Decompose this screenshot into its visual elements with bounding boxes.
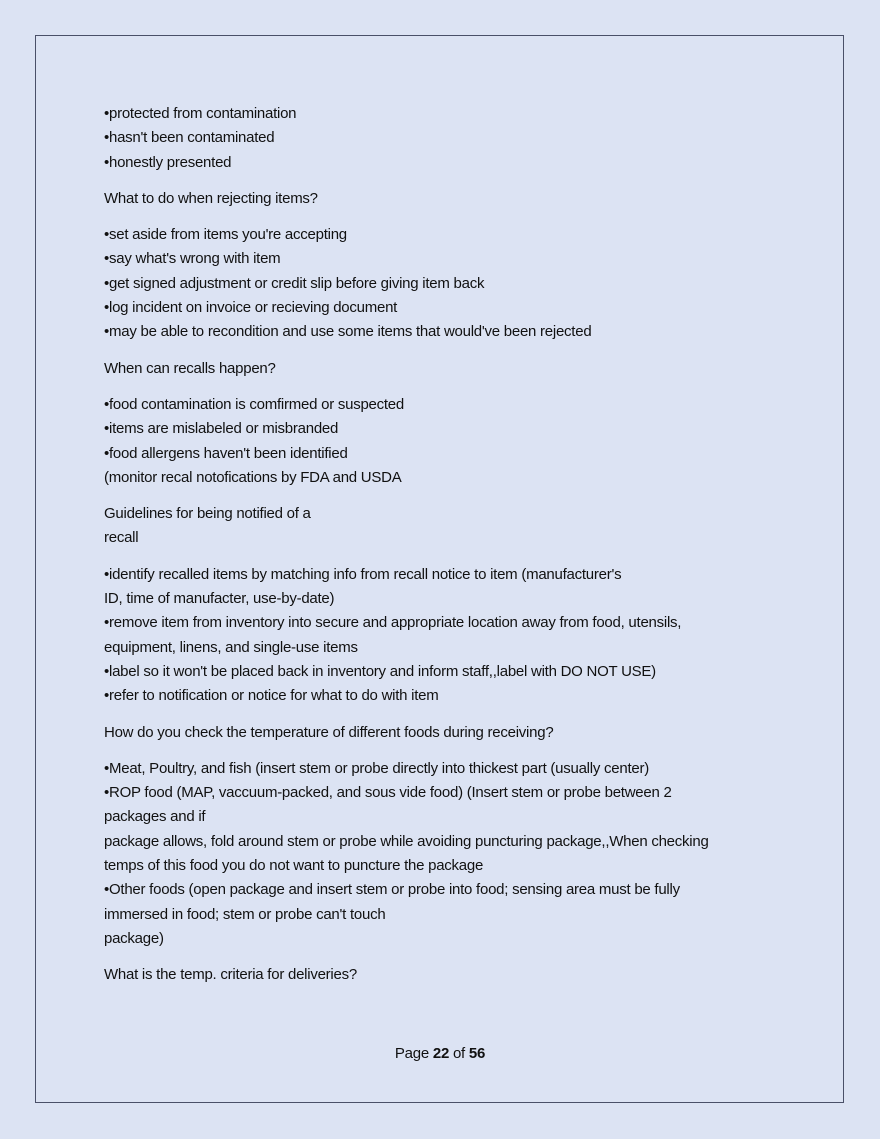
- text-line: When can recalls happen?: [104, 359, 276, 377]
- text-line: •refer to notification or notice for what to do with item: [104, 687, 439, 705]
- text-line: •remove item from inventory into secure and appropriate location away from food, utensils,: [104, 614, 682, 632]
- text-line: •say what's wrong with item: [104, 250, 281, 268]
- text-line: (monitor recal notofications by FDA and USDA: [104, 468, 402, 486]
- text-line: •label so it won't be placed back in inventory and inform staff,,label with DO NOT USE): [104, 662, 656, 680]
- page-footer: [0, 1045, 880, 1062]
- text-line: ID, time of manufacter, use-by-date): [104, 590, 335, 608]
- text-line: •protected from contamination: [104, 105, 297, 122]
- text-line: What to do when rejecting items?: [104, 189, 318, 207]
- page-of-label: of: [449, 1045, 469, 1062]
- text-line: •honestly presented: [104, 153, 232, 171]
- text-line: •hasn't been contaminated: [104, 129, 275, 147]
- question-heading: [104, 187, 784, 211]
- text-line: What is the temp. criteria for deliveries?: [104, 966, 357, 984]
- current-page-number: 22: [432, 1045, 450, 1062]
- text-line: Guidelines for being notified of a: [104, 505, 311, 523]
- text-line: •food contamination is comfirmed or suspected: [104, 395, 404, 413]
- total-pages-number: 56: [468, 1045, 486, 1062]
- question-heading: [104, 502, 784, 551]
- bullet-list: [104, 757, 784, 951]
- question-heading: [104, 357, 784, 381]
- text-line: •items are mislabeled or misbranded: [104, 420, 339, 438]
- bullet-list: [104, 223, 784, 344]
- bullet-list: [104, 102, 784, 175]
- text-line: package): [104, 929, 164, 947]
- text-line: package allows, fold around stem or probe while avoiding puncturing package,,When checking: [104, 832, 709, 850]
- text-line: immersed in food; stem or probe can't touch: [104, 905, 386, 923]
- text-line: packages and if: [104, 808, 206, 826]
- text-line: •may be able to recondition and use some items that would've been rejected: [104, 323, 592, 341]
- text-line: •get signed adjustment or credit slip before giving item back: [104, 274, 485, 292]
- page-content: [104, 102, 784, 1000]
- text-line: recall: [104, 529, 139, 547]
- text-line: •ROP food (MAP, vaccuum-packed, and sous vide food) (Insert stem or probe between 2: [104, 784, 672, 802]
- bullet-list: [104, 563, 784, 709]
- text-line: •Meat, Poultry, and fish (insert stem or probe directly into thickest part (usually center): [104, 759, 649, 777]
- page-label: Page: [394, 1045, 433, 1062]
- text-line: •food allergens haven't been identified: [104, 444, 348, 462]
- text-line: equipment, linens, and single-use items: [104, 638, 358, 656]
- bullet-list: [104, 393, 784, 490]
- question-heading: [104, 721, 784, 745]
- text-line: •log incident on invoice or recieving document: [104, 299, 398, 317]
- text-line: •Other foods (open package and insert stem or probe into food; sensing area must be fully: [104, 881, 680, 899]
- text-line: How do you check the temperature of different foods during receiving?: [104, 723, 554, 741]
- text-line: •set aside from items you're accepting: [104, 226, 347, 244]
- text-line: temps of this food you do not want to puncture the package: [104, 857, 484, 875]
- question-heading: [104, 963, 784, 987]
- text-line: •identify recalled items by matching info from recall notice to item (manufacturer's: [104, 565, 622, 583]
